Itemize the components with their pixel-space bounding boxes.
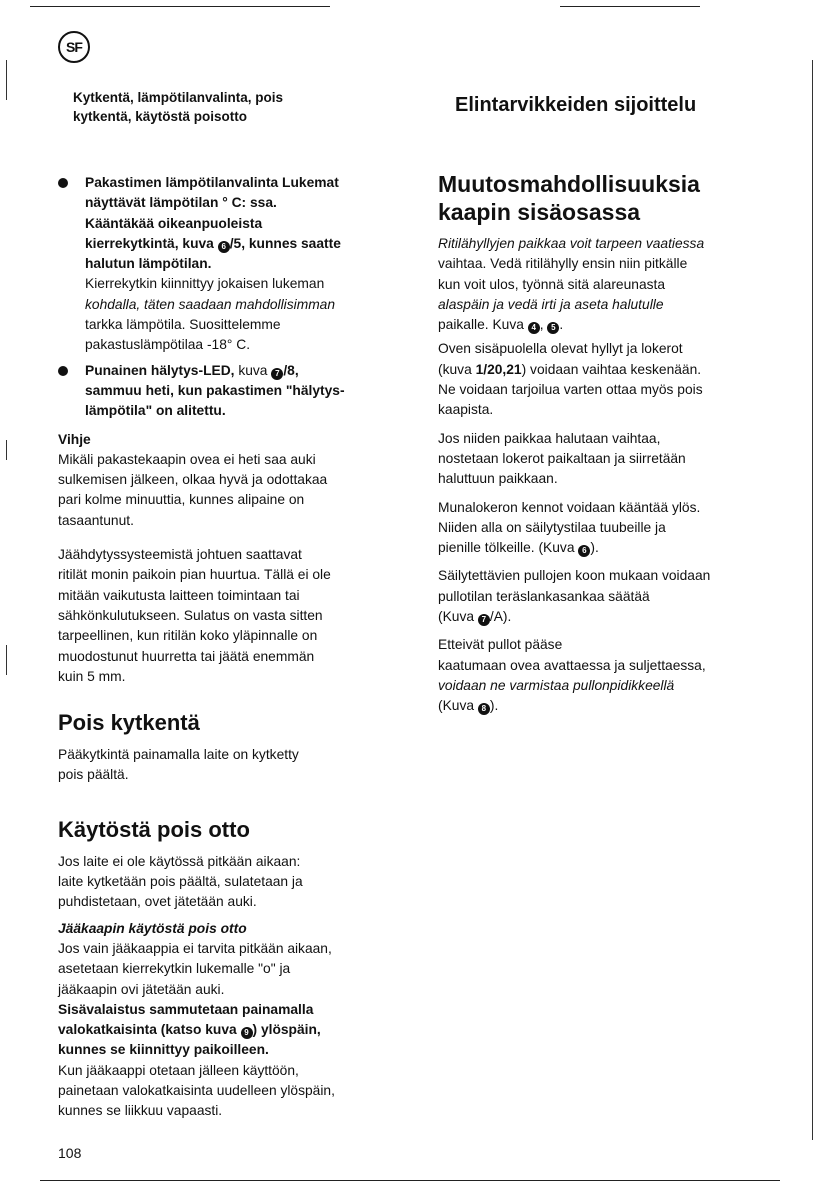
bottle-end-b: /A). [489, 609, 512, 625]
cooling-line: Jäähdytyssysteemistä johtuen saattavat [58, 547, 302, 563]
bullet-freezer-temperature [58, 173, 398, 356]
figure-number-icon: 9 [241, 1027, 253, 1039]
fridge-line: Jos vain jääkaappia ei tarvita pitkään aikaan, [58, 940, 332, 956]
bottle-line: pullotilan teräslankasankaa säätää [438, 588, 650, 604]
bullet1-bold-line-4 [85, 234, 398, 254]
bullet1-bold-line-5: halutun lämpötilan. [85, 256, 212, 272]
light-line-3: kunnes se kiinnittyy paikoilleen. [58, 1042, 269, 1058]
bullet2-bold-a: Punainen hälytys-LED, [85, 362, 235, 378]
hint-line: Mikäli pakastekaapin ovea ei heti saa auki [58, 451, 316, 467]
restart-paragraph [58, 1061, 398, 1122]
shelves-end-text: paikalle. Kuva [438, 317, 528, 333]
move-paragraph [438, 429, 783, 490]
figure-number-icon: 7 [478, 614, 490, 626]
cooling-line: sähkönkulutukseen. Sulatus on vasta sitten [58, 607, 323, 623]
fridge-subheading: Jääkaapin käytöstä pois otto [58, 920, 247, 936]
figure-number-icon: 7 [271, 368, 283, 380]
door-line: Oven sisäpuolella olevat hyllyt ja lokerot [438, 341, 683, 357]
bullet2-normal-a: kuva [234, 362, 272, 378]
light-line-2 [58, 1020, 398, 1040]
light-instruction [58, 1000, 398, 1061]
bullet-alarm-led [58, 361, 398, 422]
cooling-line: muodostunut huurretta tai jäätä enemmän [58, 648, 315, 664]
restart-line: painetaan valokatkaisinta uudelleen ylöspäin, [58, 1082, 335, 1098]
left-edge-mark-2 [6, 440, 7, 460]
bullet-dot-icon [58, 366, 68, 376]
bottom-border-rule [40, 1180, 780, 1181]
move-line: haluttuun paikkaan. [438, 471, 558, 487]
bottle-paragraph [438, 566, 783, 627]
decommission-line: laite kytketään pois päältä, sulatetaan ja [58, 874, 303, 890]
bottle-holder-paragraph [438, 635, 783, 716]
top-border-rule [30, 6, 330, 7]
right-running-title: Elintarvikkeiden sijoittelu [455, 94, 697, 116]
holder-line: kaatumaan ovea avattaessa ja suljettaessa, [438, 657, 706, 673]
holder-line: Etteivät pullot pääse [438, 637, 563, 653]
egg-line: Niiden alla on säilytystilaa tuubeille ja [438, 519, 666, 535]
interior-heading-line-1: Muutosmahdollisuuksia [438, 171, 700, 197]
door-line: kaapista. [438, 402, 494, 418]
holder-line-end: (Kuva 8 ). [438, 698, 499, 714]
bullet1-bold-line-3: Kääntäkää oikeanpuoleista [85, 215, 263, 231]
decommission-line: puhdistetaan, ovet jätetään auki. [58, 894, 257, 910]
right-edge-rule [812, 60, 813, 1140]
decommission-line: Jos laite ei ole käytössä pitkään aikaan: [58, 853, 301, 869]
hint-title: Vihje [58, 431, 91, 447]
door-line-2a: (kuva [438, 361, 476, 377]
shelves-line-end: paikalle. Kuva 4 , 5 . [438, 317, 564, 333]
shelves-paragraph [438, 234, 783, 335]
door-line-2b: 1/20,21 [475, 361, 522, 377]
language-badge: SF [58, 31, 90, 63]
restart-line: kunnes se liikkuu vapaasti. [58, 1103, 223, 1119]
egg-line-end: pienille tölkeille. (Kuva 6 ). [438, 540, 599, 556]
figure-number-icon: 8 [478, 703, 490, 715]
light-line-2a: valokatkaisinta (katso kuva [58, 1022, 241, 1038]
shelves-line: alaspäin ja vedä irti ja aseta halutulle [438, 296, 664, 312]
fridge-line: asetetaan kierrekytkin lukemalle "o" ja [58, 961, 291, 977]
hint-line: sulkemisen jälkeen, olkaa hyvä ja odottakaa [58, 472, 328, 488]
left-title-line-1: Kytkentä, lämpötilanvalinta, pois [73, 90, 284, 105]
bullet1-text-line-4: pakastuslämpötilaa -18° C. [85, 337, 251, 353]
holder-line: voidaan ne varmistaa pullonpidikkeellä [438, 677, 675, 693]
cooling-line: mitään vaikutusta laitteen toimintaan tai [58, 587, 300, 603]
left-edge-mark-3 [6, 645, 7, 675]
cooling-line: ritilät monin paikoin pian huurtua. Tällä ei ole [58, 567, 331, 583]
cooling-line: tarpeellinen, kun ritilän koko yläpinnalle on [58, 628, 318, 644]
bullet1-bold-4a: kierrekytkintä, kuva [85, 235, 218, 251]
hint-paragraph [58, 450, 398, 531]
fridge-paragraph [58, 939, 398, 1000]
bullet2-bold-b: /8, [283, 362, 299, 378]
left-title-line-2: kytkentä, käytöstä poisotto [73, 109, 248, 124]
holder-end-text: (Kuva [438, 698, 478, 714]
bullet-dot-icon [58, 178, 68, 188]
egg-paragraph [438, 498, 783, 559]
left-column [58, 173, 398, 1122]
bottle-line: Säilytettävien pullojen koon mukaan voidaan [438, 568, 711, 584]
bullet1-text-line-2: kohdalla, täten saadaan mahdollisimman [85, 296, 336, 312]
decommission-heading: Käytöstä pois otto [58, 816, 250, 842]
door-shelves-paragraph [438, 339, 783, 420]
top-border-rule-right [560, 6, 700, 7]
figure-number-icon: 4 [528, 322, 540, 334]
door-line: Ne voidaan tarjoilua varten ottaa myös pois [438, 382, 703, 398]
right-column [438, 170, 783, 717]
move-line: Jos niiden paikkaa halutaan vaihtaa, [438, 430, 661, 446]
switch-off-paragraph [58, 745, 398, 786]
fridge-line: jääkaapin ovi jätetään auki. [58, 981, 225, 997]
shelves-line: vaihtaa. Vedä ritilähylly ensin niin pitkälle [438, 256, 688, 272]
page-number: 108 [58, 1145, 82, 1161]
switch-off-line: pois päältä. [58, 767, 129, 783]
bottle-end-a: (Kuva [438, 609, 478, 625]
bullet1-bold-4b: /5, kunnes saatte [229, 235, 341, 251]
shelves-line: kun voit ulos, työnnä sitä alareunasta [438, 276, 666, 292]
hint-line: tasaantunut. [58, 512, 134, 528]
cooling-line: kuin 5 mm. [58, 668, 126, 684]
bullet1-bold-line-1: Pakastimen lämpötilanvalinta Lukemat [85, 175, 339, 190]
bullet2-bold-line-3: lämpötila" on alitettu. [85, 403, 226, 419]
decommission-paragraph [58, 852, 398, 913]
egg-line: Munalokeron kennot voidaan kääntää ylös. [438, 499, 701, 515]
bullet2-line-1 [85, 361, 398, 381]
switch-off-line: Pääkytkintä painamalla laite on kytketty [58, 747, 299, 763]
interior-heading [438, 170, 783, 226]
shelves-line: Ritilähyllyjen paikkaa voit tarpeen vaatiessa [438, 236, 705, 251]
light-line-1: Sisävalaistus sammutetaan painamalla [58, 1001, 314, 1017]
door-line-2c: ) voidaan vaihtaa keskenään. [521, 361, 702, 377]
door-line-2 [438, 360, 783, 380]
move-line: nostetaan lokerot paikaltaan ja siirretään [438, 450, 686, 466]
figure-number-icon: 5 [547, 322, 559, 334]
light-line-2b: ) ylöspäin, [252, 1022, 321, 1038]
restart-line: Kun jääkaappi otetaan jälleen käyttöön, [58, 1062, 299, 1078]
left-running-title [73, 88, 373, 126]
interior-heading-line-2: kaapin sisäosassa [438, 199, 641, 225]
switch-off-heading: Pois kytkentä [58, 710, 200, 736]
hint-line: pari kolme minuuttia, kunnes alipaine on [58, 492, 305, 508]
figure-number-icon: 6 [218, 241, 230, 253]
egg-end-text: pienille tölkeille. (Kuva [438, 540, 579, 556]
bullet1-bold-line-2: näyttävät lämpötilan ° C: ssa. [85, 195, 277, 211]
bullet1-text-line-3: tarkka lämpötila. Suosittelemme [85, 317, 281, 333]
bullet1-text-line-1: Kierrekytkin kiinnittyy jokaisen lukeman [85, 276, 325, 292]
figure-number-icon: 6 [578, 545, 590, 557]
cooling-paragraph [58, 545, 398, 687]
bullet2-bold-line-2: sammuu heti, kun pakastimen "hälytys- [85, 382, 345, 398]
left-edge-mark-1 [6, 60, 7, 100]
bottle-line-end [438, 607, 783, 627]
